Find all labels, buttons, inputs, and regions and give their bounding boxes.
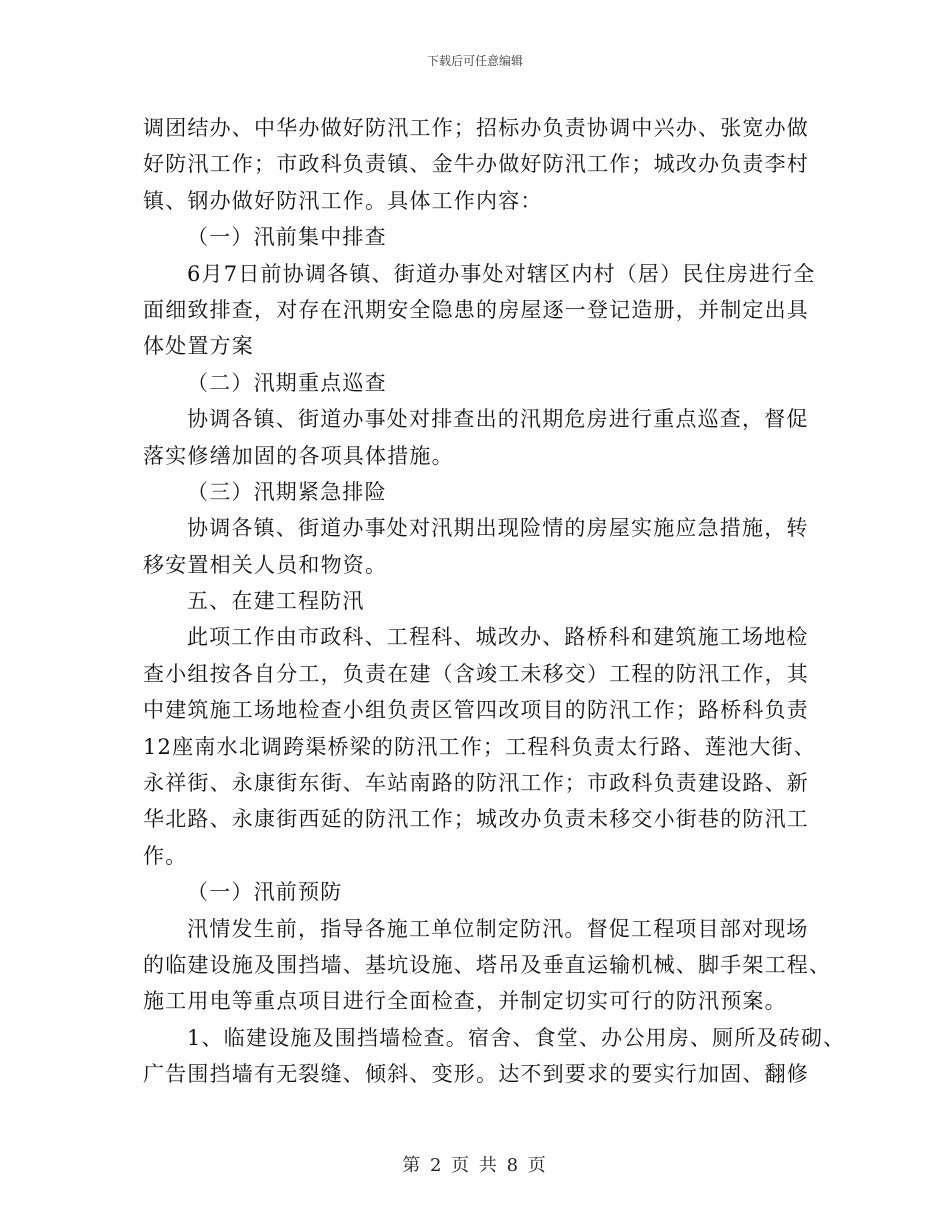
paragraph-line: 面细致排查，对存在汛期安全隐患的房屋逐一登记造册，并制定出具 — [143, 297, 809, 322]
paragraph-line: 中建筑施工场地检查小组负责区管四改项目的防汛工作；路桥科负责 — [143, 698, 809, 723]
paragraph-line: 6月7日前协调各镇、街道办事处对辖区内村（居）民住房进行全 — [187, 261, 816, 286]
paragraph-line: 的临建设施及围挡墙、基坑设施、塔吊及垂直运输机械、脚手架工程、 — [143, 952, 832, 977]
paragraph-line: （二）汛期重点巡查 — [187, 370, 387, 395]
paragraph-line: 好防汛工作；市政科负责镇、金牛办做好防汛工作；城改办负责李村 — [143, 152, 809, 177]
document-body — [143, 110, 846, 1093]
paragraph-line: （三）汛期紧急排险 — [187, 479, 387, 504]
paragraph-line: 调团结办、中华办做好防汛工作；招标办负责协调中兴办、张宽办做 — [143, 116, 809, 140]
paragraph-line: 体处置方案 — [143, 334, 254, 359]
paragraph-line: 协调各镇、街道办事处对排查出的汛期危房进行重点巡查，督促 — [187, 407, 809, 432]
paragraph-line: 落实修缮加固的各项具体措施。 — [143, 443, 454, 468]
paragraph-line: 移安置相关人员和物资。 — [143, 552, 388, 577]
paragraph-line: 作。 — [143, 843, 188, 868]
paragraph-line: 五、在建工程防汛 — [187, 589, 365, 614]
paragraph-line: 镇、钢办做好防汛工作。具体工作内容： — [143, 188, 543, 213]
paragraph-line: 华北路、永康街西延的防汛工作；城改办负责未移交小街巷的防汛工 — [143, 807, 809, 832]
paragraph-line: 1、临建设施及围挡墙检查。宿舍、食堂、办公用房、厕所及砖砌、 — [187, 1025, 846, 1050]
paragraph-line: 查小组按各自分工，负责在建（含竣工未移交）工程的防汛工作，其 — [143, 661, 809, 686]
paragraph-line: （一）汛前集中排查 — [187, 225, 387, 250]
paragraph-line: （一）汛前预防 — [187, 880, 343, 905]
paragraph-line: 12座南水北调跨渠桥梁的防汛工作；工程科负责太行路、莲池大街、 — [143, 734, 816, 759]
paragraph-line: 此项工作由市政科、工程科、城改办、路桥科和建筑施工场地检 — [187, 625, 809, 650]
paragraph-line: 广告围挡墙有无裂缝、倾斜、变形。达不到要求的要实行加固、翻修 — [143, 1062, 809, 1087]
paragraph-line: 协调各镇、街道办事处对汛期出现险情的房屋实施应急措施，转 — [187, 516, 809, 541]
download-note: 下载后可任意编辑 — [426, 54, 523, 68]
paragraph-line: 永祥街、永康街东街、车站南路的防汛工作；市政科负责建设路、新 — [143, 771, 809, 796]
page-number: 第 2 页 共 8 页 — [402, 1155, 548, 1176]
paragraph-line: 施工用电等重点项目进行全面检查，并制定切实可行的防汛预案。 — [143, 989, 787, 1014]
paragraph-line: 汛情发生前，指导各施工单位制定防汛。督促工程项目部对现场 — [187, 916, 809, 941]
